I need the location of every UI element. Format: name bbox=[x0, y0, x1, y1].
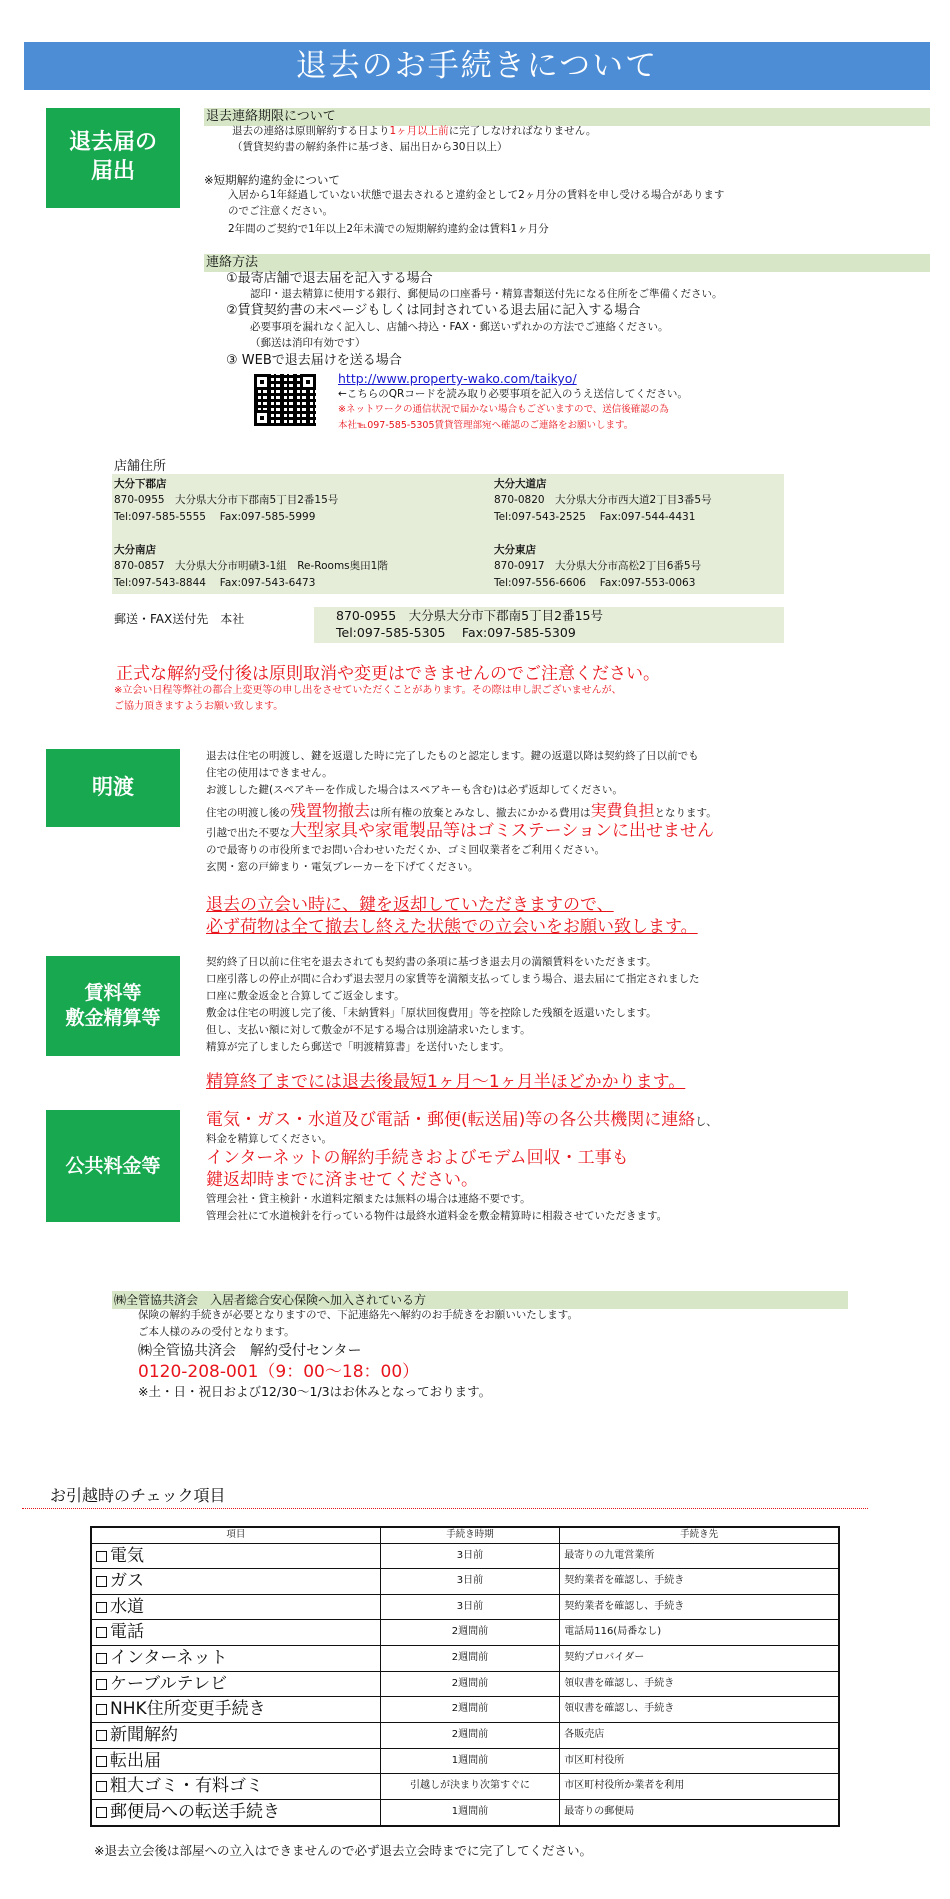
destination-cell: 領収書を確認し、手続き bbox=[560, 1697, 839, 1723]
item-label: NHK住所変更手続き bbox=[110, 1699, 266, 1720]
store-address: 870-0857 大分県大分市明磧3-1組 Re-Rooms奥田1階 bbox=[114, 560, 388, 573]
settlement-text: 口座引落しの停止が間に合わず退去翌月の家賃等を満額支払ってしまう場合、退去届にて指定されました bbox=[206, 973, 700, 985]
store-name: 大分大道店 bbox=[494, 478, 547, 490]
destination-cell: 各販売店 bbox=[560, 1722, 839, 1748]
column-header: 手続き時期 bbox=[380, 1527, 559, 1543]
store-contact: Tel:097-543-8844 Fax:097-543-6473 bbox=[114, 576, 316, 589]
store-contact: Tel:097-556-6606 Fax:097-553-0063 bbox=[494, 576, 696, 589]
method-1-text: 認印・退去精算に使用する銀行、郵便局の口座番号・精算書類送付先になる住所をご準備ください。 bbox=[250, 288, 723, 300]
method-1-title: ①最寄店舗で退去届を記入する場合 bbox=[226, 271, 433, 286]
store-card bbox=[494, 542, 701, 591]
deadline-header: 退去連絡期限について bbox=[204, 108, 930, 126]
method-2-note: （郵送は消印有効です） bbox=[250, 337, 366, 349]
checkbox[interactable] bbox=[96, 1730, 107, 1741]
insurance-header: ㈱全管協共済会 入居者総合安心保険へ加入されている方 bbox=[112, 1291, 848, 1309]
store-name: 大分南店 bbox=[114, 544, 156, 556]
utilities-highlight: 鍵返却時までに済ませてください。 bbox=[206, 1170, 478, 1190]
store-card bbox=[114, 542, 388, 591]
section-label-line: 届出 bbox=[90, 159, 135, 184]
section-label-handover: 明渡 bbox=[46, 749, 180, 827]
settlement-text: 敷金は住宅の明渡し完了後、「未納賃料」「原状回復費用」等を控除した残額を返還いたします。 bbox=[206, 1007, 657, 1019]
destination-cell: 領収書を確認し、手続き bbox=[560, 1671, 839, 1697]
utilities-text bbox=[206, 1108, 717, 1133]
stores-panel bbox=[112, 474, 784, 594]
handover-text: お渡しした鍵(スペアキーを作成した場合はスペアキーも含む)は必ず返却してください。 bbox=[206, 784, 623, 796]
timing-cell: 2週間前 bbox=[380, 1722, 559, 1748]
qr-code-icon[interactable] bbox=[254, 374, 316, 426]
settlement-text: 但し、支払い額に対して敷金が不足する場合は別途請求いたします。 bbox=[206, 1024, 531, 1036]
settlement-text: 口座に敷金返金と合算してご返金します。 bbox=[206, 990, 405, 1002]
timing-cell: 2週間前 bbox=[380, 1620, 559, 1646]
network-warning: 本社℡097-585-5305賃貸管理部宛へ確認のご連絡をお願いします。 bbox=[338, 420, 634, 431]
network-warning: ※ネットワークの通信状況で届かない場合もございますので、送信後確認の為 bbox=[338, 404, 669, 415]
qr-instruction: ←こちらのQRコードを読み取り必要事項を記入のうえ送信してください。 bbox=[338, 388, 688, 400]
table-row bbox=[91, 1671, 839, 1697]
checkbox[interactable] bbox=[96, 1756, 107, 1767]
timing-cell: 3日前 bbox=[380, 1543, 559, 1569]
insurance-phone: 0120-208-001（9：00～18：00） bbox=[138, 1362, 420, 1382]
insurance-text: ご本人様のみの受付となります。 bbox=[138, 1326, 295, 1338]
item-label: 転出届 bbox=[110, 1750, 161, 1771]
checkbox[interactable] bbox=[96, 1679, 107, 1690]
destination-cell: 契約プロバイダー bbox=[560, 1646, 839, 1672]
timing-cell: 2週間前 bbox=[380, 1671, 559, 1697]
highlight-text: 残置物撤去 bbox=[290, 801, 371, 820]
timing-cell: 2週間前 bbox=[380, 1697, 559, 1723]
store-address: 870-0955 大分県大分市下郡南5丁目2番15号 bbox=[114, 494, 339, 507]
timing-cell: 1週間前 bbox=[380, 1748, 559, 1774]
item-label: ケーブルテレビ bbox=[110, 1673, 228, 1694]
checklist-footnote: ※退去立会後は部屋への立入はできませんので必ず退去立会時までに完了してください。 bbox=[94, 1843, 592, 1858]
hq-label: 郵送・FAX送付先 本社 bbox=[114, 612, 245, 626]
checkbox[interactable] bbox=[96, 1602, 107, 1613]
highlight-text: 1ヶ月以上前 bbox=[389, 125, 449, 137]
section-label-line: 賃料等 bbox=[84, 982, 142, 1005]
deadline-note: （賃貸契約書の解約条件に基づき、届出日から30日以上） bbox=[232, 141, 508, 153]
table-row bbox=[91, 1774, 839, 1800]
store-contact: Tel:097-543-2525 Fax:097-544-4431 bbox=[494, 510, 696, 523]
item-label: 水道 bbox=[110, 1596, 144, 1617]
timing-cell: 1週間前 bbox=[380, 1799, 559, 1825]
page-title: 退去のお手続きについて bbox=[24, 42, 930, 90]
timing-cell: 3日前 bbox=[380, 1594, 559, 1620]
table-row bbox=[91, 1722, 839, 1748]
section-label-line: 敷金精算等 bbox=[65, 1007, 161, 1029]
table-row bbox=[91, 1748, 839, 1774]
divider bbox=[22, 1508, 868, 1509]
destination-cell: 最寄りの九電営業所 bbox=[560, 1543, 839, 1569]
settlement-text: 契約終了日以前に住宅を退去されても契約書の条項に基づき退去月の満額賃料をいただきます。 bbox=[206, 956, 657, 968]
hq-panel bbox=[314, 607, 784, 643]
store-card bbox=[114, 476, 338, 525]
destination-cell: 市区町村役所 bbox=[560, 1748, 839, 1774]
destination-cell: 契約業者を確認し、手続き bbox=[560, 1594, 839, 1620]
text: となります。 bbox=[654, 807, 717, 819]
item-label: インターネット bbox=[110, 1648, 228, 1669]
utilities-text: 管理会社・貸主検針・水道料定額または無料の場合は連絡不要です。 bbox=[206, 1193, 531, 1205]
handover-note: 必ず荷物は全て撤去し終えた状態での立会いをお願い致します。 bbox=[206, 917, 698, 937]
penalty-text: 入居から1年経過していない状態で退去されると違約金として2ヶ月分の賃料を申し受ける場合があります bbox=[228, 189, 725, 201]
checkbox[interactable] bbox=[96, 1807, 107, 1818]
insurance-center: ㈱全管協共済会 解約受付センター bbox=[138, 1343, 362, 1359]
table-row bbox=[91, 1569, 839, 1595]
item-label: 新聞解約 bbox=[110, 1724, 178, 1745]
penalty-text: 2年間のご契約で1年以上2年未満での短期解約違約金は賃料1ヶ月分 bbox=[228, 223, 549, 235]
item-label: 郵便局への転送手続き bbox=[110, 1801, 280, 1822]
hq-contact: Tel:097-585-5305 Fax:097-585-5309 bbox=[336, 625, 576, 640]
checkbox[interactable] bbox=[96, 1627, 107, 1638]
column-header: 手続き先 bbox=[560, 1527, 839, 1543]
table-row bbox=[91, 1799, 839, 1825]
text: は所有権の放棄とみなし、撤去にかかる費用は bbox=[370, 807, 591, 819]
settlement-note: 精算終了までには退去後最短1ヶ月～1ヶ月半ほどかかります。 bbox=[206, 1072, 686, 1092]
text: 住宅の明渡し後の bbox=[206, 807, 290, 819]
checkbox[interactable] bbox=[96, 1653, 107, 1664]
column-header: 項目 bbox=[91, 1527, 380, 1543]
section-label-utilities: 公共料金等 bbox=[46, 1110, 180, 1222]
settlement-text: 精算が完了しましたら郵送で「明渡精算書」を送付いたします。 bbox=[206, 1041, 510, 1053]
cancel-warning-note: ご協力頂きますようお願い致します。 bbox=[114, 701, 284, 712]
section-label-line: 退去届の bbox=[68, 130, 157, 156]
hq-address: 870-0955 大分県大分市下郡南5丁目2番15号 bbox=[336, 608, 603, 623]
item-label: 電話 bbox=[110, 1622, 144, 1643]
section-label-settlement bbox=[46, 956, 180, 1056]
checklist-table bbox=[90, 1526, 840, 1827]
table-row bbox=[91, 1646, 839, 1672]
timing-cell: 引越しが決まり次第すぐに bbox=[380, 1774, 559, 1800]
method-header: 連絡方法 bbox=[204, 254, 930, 272]
utilities-text: 料金を精算してください。 bbox=[206, 1133, 332, 1145]
store-name: 大分東店 bbox=[494, 544, 536, 556]
handover-note: 退去の立会い時に、鍵を返却していただきますので、 bbox=[206, 895, 614, 915]
cancel-warning: 正式な解約受付後は原則取消や変更はできませんのでご注意ください。 bbox=[116, 664, 660, 684]
deadline-text bbox=[232, 124, 596, 139]
penalty-header: ※短期解約違約金について bbox=[204, 173, 340, 187]
stores-header: 店舗住所 bbox=[114, 459, 167, 474]
table-row bbox=[91, 1594, 839, 1620]
cancel-warning-note: ※立会い日程等弊社の都合上変更等の申し出をさせていただくことがあります。その際は申し訳ございませんが、 bbox=[114, 685, 622, 696]
store-address: 870-0820 大分県大分市西大道2丁目3番5号 bbox=[494, 494, 712, 507]
taikyo-url-link[interactable]: http://www.property-wako.com/taikyo/ bbox=[338, 371, 577, 386]
section-label-notice bbox=[46, 108, 180, 208]
handover-text: 退去は住宅の明渡し、鍵を返還した時に完了したものと認定します。鍵の返還以降は契約終了日以前でも bbox=[206, 750, 699, 762]
checklist-title: お引越時のチェック項目 bbox=[50, 1486, 226, 1505]
timing-cell: 3日前 bbox=[380, 1569, 559, 1595]
checkbox[interactable] bbox=[96, 1551, 107, 1562]
utilities-highlight: インターネットの解約手続きおよびモデム回収・工事も bbox=[206, 1148, 629, 1168]
checkbox[interactable] bbox=[96, 1576, 107, 1587]
highlight-text: 実費負担 bbox=[590, 801, 655, 820]
checkbox[interactable] bbox=[96, 1704, 107, 1715]
timing-cell: 2週間前 bbox=[380, 1646, 559, 1672]
utilities-text: 管理会社にて水道検針を行っている物件は最終水道料金を敷金精算時に相殺させていただきます。 bbox=[206, 1210, 668, 1222]
store-name: 大分下郡店 bbox=[114, 478, 167, 490]
method-3-title: ③ WEBで退去届けを送る場合 bbox=[226, 353, 402, 368]
insurance-text: 保険の解約手続きが必要となりますので、下記連絡先へ解約のお手続きをお願いいたします。 bbox=[138, 1309, 578, 1321]
table-row bbox=[91, 1620, 839, 1646]
penalty-text: のでご注意ください。 bbox=[228, 205, 333, 217]
item-label: 電気 bbox=[110, 1545, 144, 1566]
destination-cell: 市区町村役所か業者を利用 bbox=[560, 1774, 839, 1800]
table-header-row bbox=[91, 1527, 839, 1543]
text: に完了しなければなりません。 bbox=[448, 125, 597, 137]
destination-cell: 電話局116(局番なし) bbox=[560, 1620, 839, 1646]
destination-cell: 契約業者を確認し、手続き bbox=[560, 1569, 839, 1595]
handover-text: ので最寄りの市役所までお問い合わせいただくか、ゴミ回収業者をご利用ください。 bbox=[206, 844, 605, 856]
highlight-text: 大型家具や家電製品等はゴミステーションに出せません bbox=[290, 821, 714, 841]
method-2-text: 必要事項を漏れなく記入し、店舗へ持込・FAX・郵送いずれかの方法でご連絡ください。 bbox=[250, 321, 669, 333]
highlight-text: 電気・ガス・水道及び電話・郵便(転送届)等の各公共機関に連絡 bbox=[206, 1110, 696, 1130]
store-card bbox=[494, 476, 712, 525]
table-row bbox=[91, 1697, 839, 1723]
text: し、 bbox=[695, 1115, 718, 1128]
store-contact: Tel:097-585-5555 Fax:097-585-5999 bbox=[114, 510, 316, 523]
item-label: 粗大ゴミ・有料ゴミ bbox=[110, 1776, 263, 1797]
checkbox[interactable] bbox=[96, 1781, 107, 1792]
item-label: ガス bbox=[110, 1571, 144, 1592]
table-row bbox=[91, 1543, 839, 1569]
handover-text: 住宅の使用はできません。 bbox=[206, 767, 333, 779]
store-address: 870-0917 大分県大分市高松2丁目6番5号 bbox=[494, 560, 702, 573]
destination-cell: 最寄りの郵便局 bbox=[560, 1799, 839, 1825]
handover-text: 玄関・窓の戸締まり・電気ブレーカーを下げてください。 bbox=[206, 861, 479, 873]
insurance-hours: ※土・日・祝日および12/30～1/3はお休みとなっております。 bbox=[138, 1384, 492, 1399]
method-2-title: ②賃貸契約書の末ページもしくは同封されている退去届に記入する場合 bbox=[226, 303, 641, 318]
text: 退去の連絡は原則解約する日より bbox=[232, 125, 390, 137]
text: 引越で出た不要な bbox=[206, 827, 290, 839]
